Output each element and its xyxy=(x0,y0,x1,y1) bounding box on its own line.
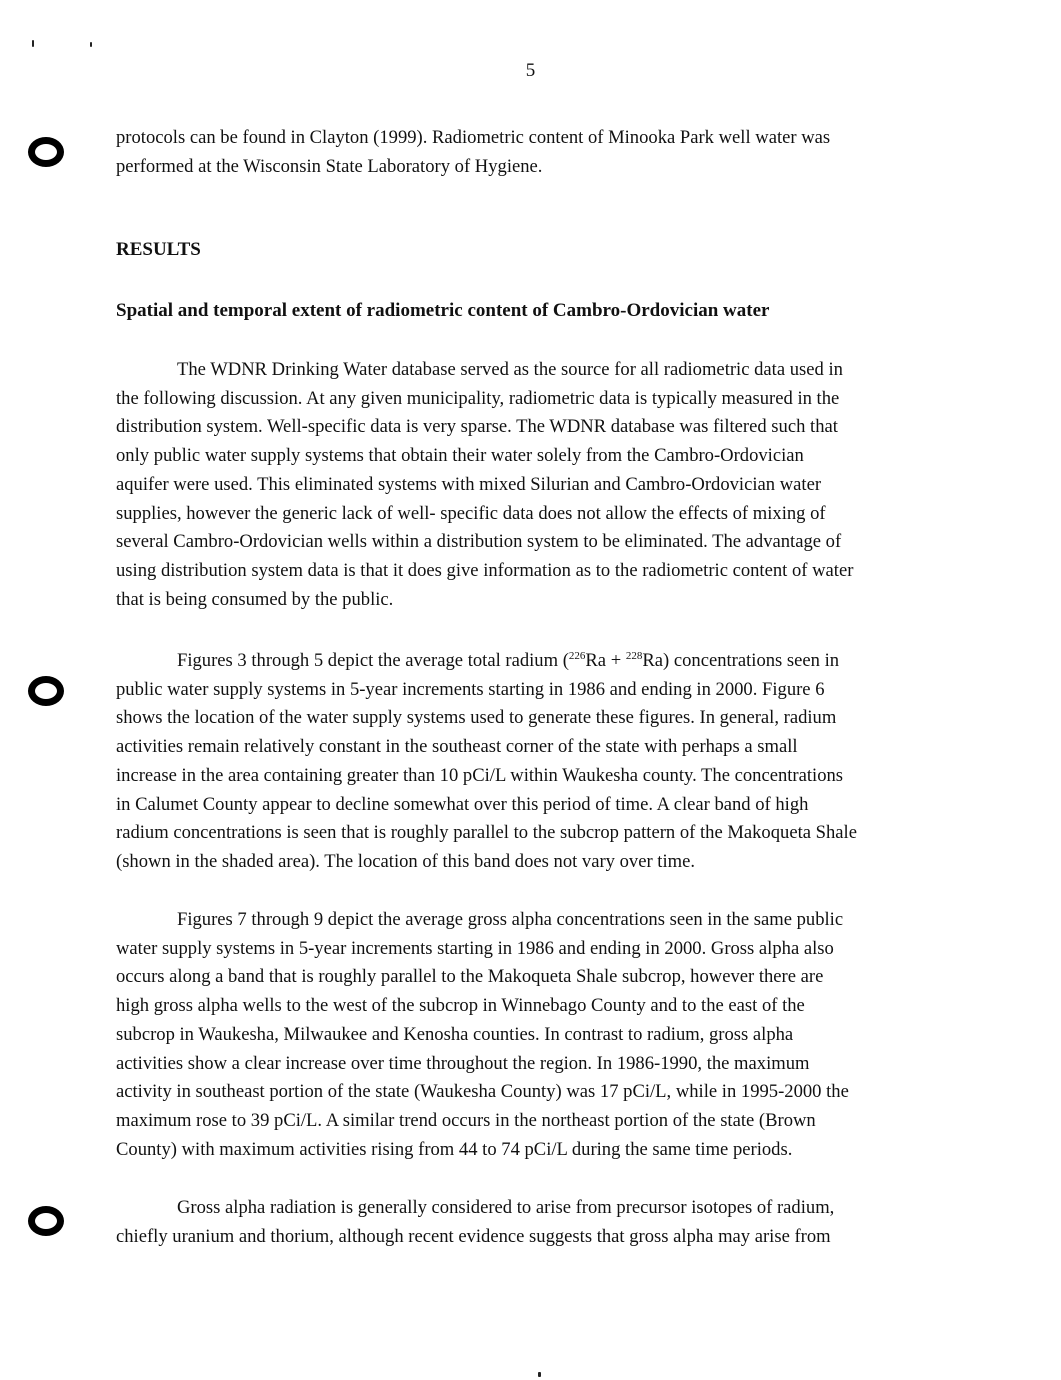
text-run: Ra) concentrations seen in xyxy=(642,650,840,671)
text-line: public water supply systems in 5-year increments starting in 1986 and ending in 2000. Figure 6 xyxy=(116,678,825,700)
text-line: radium concentrations is seen that is roughly parallel to the subcrop pattern of the Makoqueta Shale xyxy=(116,822,857,844)
subsection-heading: Spatial and temporal extent of radiometric content of Cambro-Ordovician water xyxy=(116,300,770,321)
text-line: protocols can be found in Clayton (1999). Radiometric content of Minooka Park well water was xyxy=(116,127,831,148)
isotope-superscript: 228 xyxy=(625,650,643,662)
paragraph-1 xyxy=(116,356,956,614)
paragraph-intro xyxy=(116,124,956,181)
text-line: occurs along a band that is roughly parallel to the Makoqueta Shale subcrop, however there are xyxy=(116,966,824,988)
text-line: County) with maximum activities rising from 44 to 74 pCi/L during the same time periods. xyxy=(116,1138,793,1160)
paragraph-2 xyxy=(116,647,956,877)
paragraph-4 xyxy=(116,1194,956,1251)
isotope-superscript: 226 xyxy=(568,650,586,662)
text-line: water supply systems in 5-year increments starting in 1986 and ending in 2000. Gross alpha also xyxy=(116,937,834,959)
scan-speck xyxy=(538,1372,541,1377)
text-line: in Calumet County appear to decline somewhat over this period of time. A clear band of high xyxy=(116,793,809,815)
text-line: the following discussion. At any given municipality, radiometric data is typically measured in the xyxy=(116,387,840,409)
text-run: Ra + xyxy=(585,650,626,671)
text-line: subcrop in Waukesha, Milwaukee and Kenosha counties. In contrast to radium, gross alpha xyxy=(116,1023,794,1045)
text-line: shows the location of the water supply systems used to generate these figures. In general, radium xyxy=(116,707,837,729)
text-line: (shown in the shaded area). The location of this band does not vary over time. xyxy=(116,850,696,872)
text-line: supplies, however the generic lack of well- specific data does not allow the effects of mixing of xyxy=(116,502,826,524)
text-line: Figures 7 through 9 depict the average gross alpha concentrations seen in the same public xyxy=(177,909,844,930)
text-line: using distribution system data is that it does give information as to the radiometric content of water xyxy=(116,559,854,581)
text-line: activities remain relatively constant in the southeast corner of the state with perhaps a small xyxy=(116,736,798,758)
paragraph-3 xyxy=(116,906,956,1164)
text-line: chiefly uranium and thorium, although recent evidence suggests that gross alpha may arise from xyxy=(116,1225,831,1247)
section-heading-results: RESULTS xyxy=(116,239,201,260)
punch-hole-middle xyxy=(28,676,64,706)
punch-hole-bottom xyxy=(28,1206,64,1236)
text-line: activities show a clear increase over time throughout the region. In 1986-1990, the maximum xyxy=(116,1052,810,1074)
text-line: maximum rose to 39 pCi/L. A similar trend occurs in the northeast portion of the state (Brown xyxy=(116,1109,816,1131)
text-line: that is being consumed by the public. xyxy=(116,588,394,610)
text-line: only public water supply systems that obtain their water solely from the Cambro-Ordovician xyxy=(116,445,804,467)
text-line: The WDNR Drinking Water database served as the source for all radiometric data used in xyxy=(177,359,843,380)
punch-hole-top xyxy=(28,137,64,167)
text-line: increase in the area containing greater than 10 pCi/L within Waukesha county. The concentrations xyxy=(116,764,844,786)
text-line: several Cambro-Ordovician wells within a distribution system to be eliminated. The advantage of xyxy=(116,531,842,553)
text-line: performed at the Wisconsin State Laboratory of Hygiene. xyxy=(116,155,543,177)
text-run: Figures 3 through 5 depict the average total radium ( xyxy=(177,650,569,671)
page-number: 5 xyxy=(525,60,536,81)
text-line: activity in southeast portion of the state (Waukesha County) was 17 pCi/L, while in 1995-2000 the xyxy=(116,1081,849,1103)
text-line-with-isotopes xyxy=(116,647,956,676)
text-line: Gross alpha radiation is generally considered to arise from precursor isotopes of radium, xyxy=(177,1197,835,1218)
text-line: high gross alpha wells to the west of the subcrop in Winnebago County and to the east of the xyxy=(116,995,805,1017)
text-line: distribution system. Well-specific data is very sparse. The WDNR database was filtered such that xyxy=(116,416,838,438)
scan-speck xyxy=(90,42,92,47)
scan-speck xyxy=(32,40,34,47)
text-line: aquifer were used. This eliminated systems with mixed Silurian and Cambro-Ordovician water xyxy=(116,473,822,495)
